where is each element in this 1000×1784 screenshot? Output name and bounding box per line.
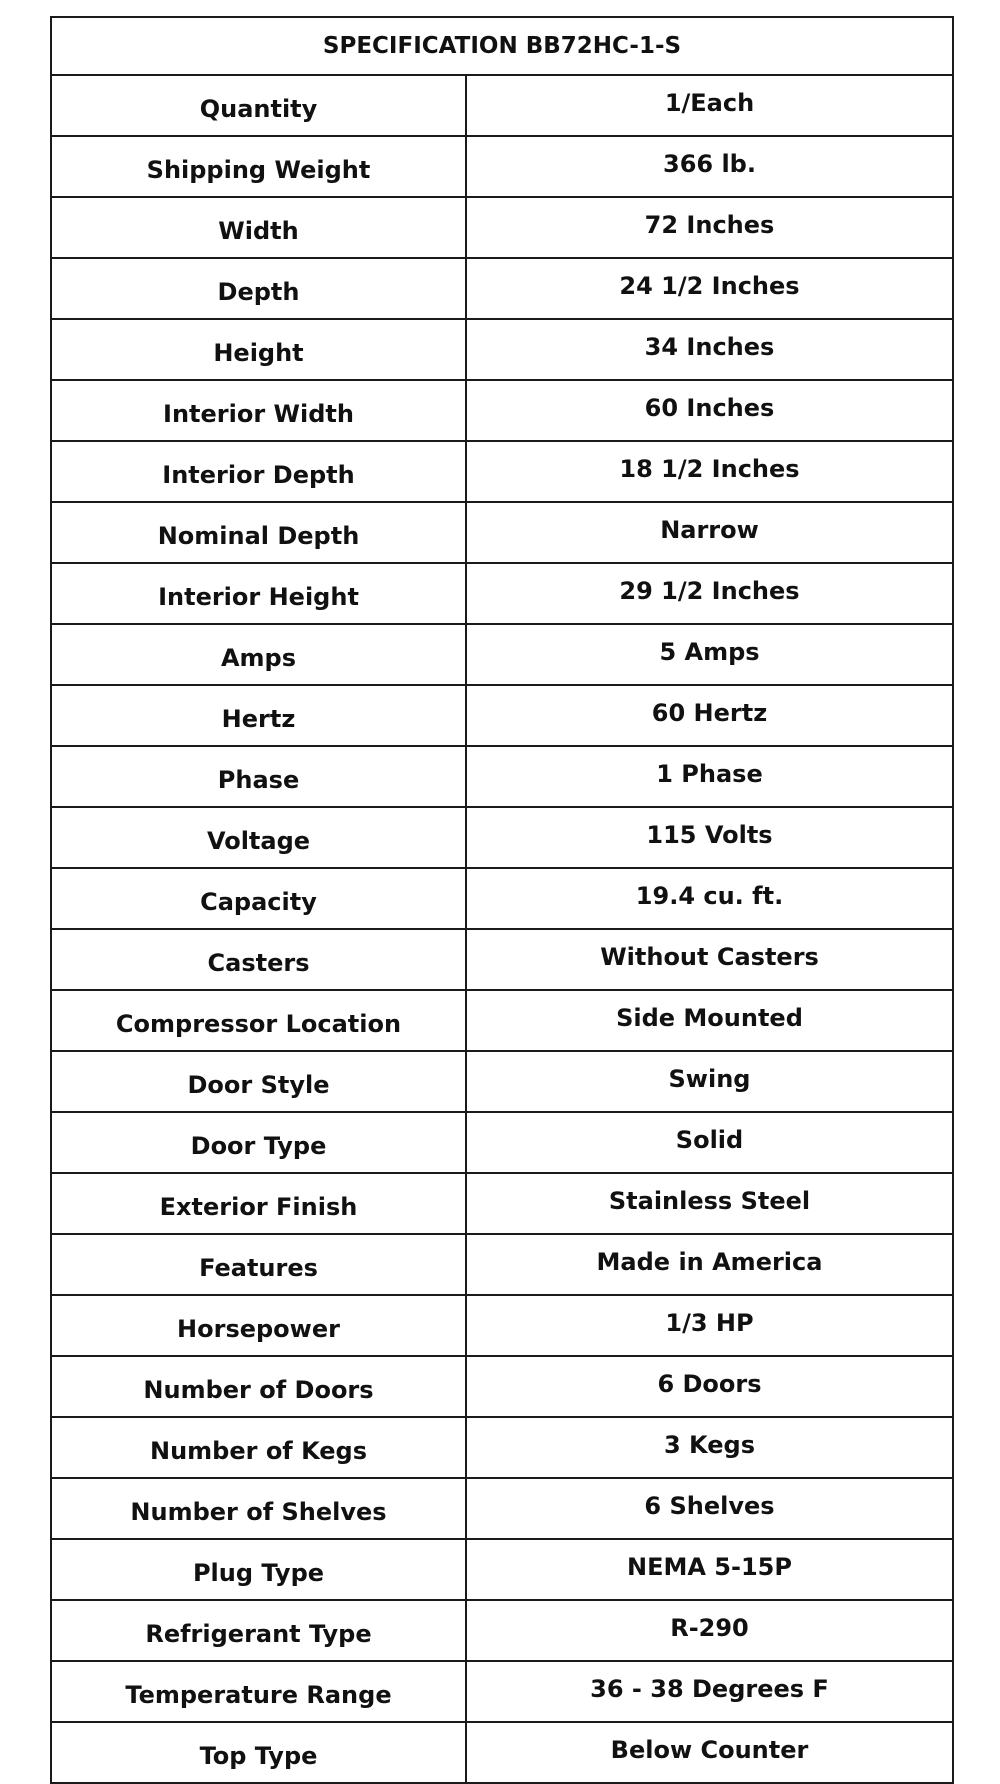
spec-value: 36 - 38 Degrees F — [466, 1661, 953, 1722]
spec-label: Exterior Finish — [51, 1173, 466, 1234]
spec-value: Stainless Steel — [466, 1173, 953, 1234]
spec-value: Swing — [466, 1051, 953, 1112]
table-row — [51, 1234, 953, 1295]
spec-value: 1/Each — [466, 75, 953, 136]
table-row — [51, 1356, 953, 1417]
spec-value: Made in America — [466, 1234, 953, 1295]
table-row — [51, 1722, 953, 1783]
table-row — [51, 1417, 953, 1478]
spec-label: Hertz — [51, 685, 466, 746]
table-row — [51, 624, 953, 685]
spec-label: Number of Kegs — [51, 1417, 466, 1478]
table-row — [51, 929, 953, 990]
table-row — [51, 746, 953, 807]
spec-label: Interior Depth — [51, 441, 466, 502]
spec-label: Top Type — [51, 1722, 466, 1783]
table-row — [51, 441, 953, 502]
spec-label: Door Style — [51, 1051, 466, 1112]
spec-value: 34 Inches — [466, 319, 953, 380]
spec-value: 6 Shelves — [466, 1478, 953, 1539]
table-row — [51, 868, 953, 929]
spec-label: Temperature Range — [51, 1661, 466, 1722]
table-row — [51, 1600, 953, 1661]
spec-label: Casters — [51, 929, 466, 990]
spec-label: Width — [51, 197, 466, 258]
spec-label: Depth — [51, 258, 466, 319]
table-row — [51, 1173, 953, 1234]
table-row — [51, 1478, 953, 1539]
table-row — [51, 136, 953, 197]
spec-value: 366 lb. — [466, 136, 953, 197]
table-row — [51, 1295, 953, 1356]
spec-label: Plug Type — [51, 1539, 466, 1600]
table-body — [51, 75, 953, 1783]
table-row — [51, 380, 953, 441]
spec-value: 19.4 cu. ft. — [466, 868, 953, 929]
table-row — [51, 1661, 953, 1722]
spec-value: 24 1/2 Inches — [466, 258, 953, 319]
spec-label: Capacity — [51, 868, 466, 929]
spec-value: 72 Inches — [466, 197, 953, 258]
spec-label: Horsepower — [51, 1295, 466, 1356]
spec-value: 6 Doors — [466, 1356, 953, 1417]
spec-value: Solid — [466, 1112, 953, 1173]
spec-label: Refrigerant Type — [51, 1600, 466, 1661]
spec-label: Compressor Location — [51, 990, 466, 1051]
spec-label: Shipping Weight — [51, 136, 466, 197]
table-row — [51, 75, 953, 136]
table-row — [51, 319, 953, 380]
spec-value: R-290 — [466, 1600, 953, 1661]
spec-label: Amps — [51, 624, 466, 685]
table-row — [51, 807, 953, 868]
spec-value: 60 Inches — [466, 380, 953, 441]
spec-value: NEMA 5-15P — [466, 1539, 953, 1600]
table-row — [51, 197, 953, 258]
spec-label: Height — [51, 319, 466, 380]
spec-value: 3 Kegs — [466, 1417, 953, 1478]
spec-label: Features — [51, 1234, 466, 1295]
spec-label: Number of Doors — [51, 1356, 466, 1417]
table-title: SPECIFICATION BB72HC-1-S — [51, 17, 953, 75]
specification-table — [50, 16, 954, 1784]
spec-label: Door Type — [51, 1112, 466, 1173]
spec-value: Without Casters — [466, 929, 953, 990]
spec-label: Quantity — [51, 75, 466, 136]
spec-value: 115 Volts — [466, 807, 953, 868]
table-row — [51, 563, 953, 624]
table-row — [51, 258, 953, 319]
table-row — [51, 1051, 953, 1112]
table-header-row — [51, 17, 953, 75]
spec-label: Number of Shelves — [51, 1478, 466, 1539]
spec-label: Interior Width — [51, 380, 466, 441]
spec-value: 18 1/2 Inches — [466, 441, 953, 502]
table-row — [51, 685, 953, 746]
table-row — [51, 1112, 953, 1173]
spec-label: Nominal Depth — [51, 502, 466, 563]
spec-value: Side Mounted — [466, 990, 953, 1051]
spec-value: Narrow — [466, 502, 953, 563]
spec-value: Below Counter — [466, 1722, 953, 1783]
table-row — [51, 1539, 953, 1600]
table-row — [51, 990, 953, 1051]
spec-value: 5 Amps — [466, 624, 953, 685]
spec-label: Voltage — [51, 807, 466, 868]
spec-label: Interior Height — [51, 563, 466, 624]
spec-value: 60 Hertz — [466, 685, 953, 746]
spec-value: 1 Phase — [466, 746, 953, 807]
spec-label: Phase — [51, 746, 466, 807]
table-row — [51, 502, 953, 563]
spec-value: 1/3 HP — [466, 1295, 953, 1356]
spec-value: 29 1/2 Inches — [466, 563, 953, 624]
